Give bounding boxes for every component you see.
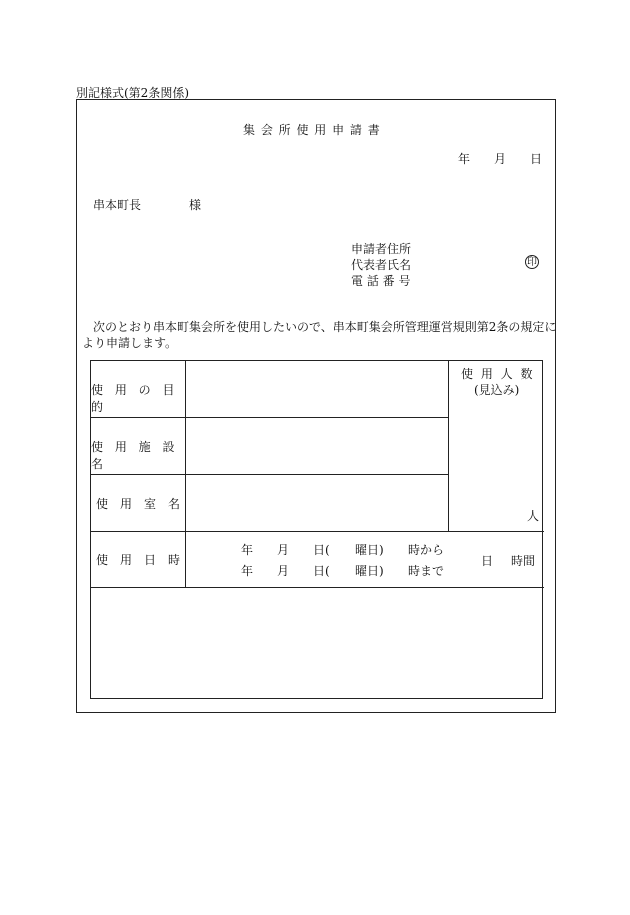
- form-title: 集 会 所 使 用 申 請 書: [243, 123, 381, 137]
- people-field[interactable]: [449, 397, 543, 507]
- to-month: 月: [277, 564, 290, 578]
- addressee-name: 串本町長: [93, 198, 142, 212]
- people-unit: 人: [527, 509, 540, 523]
- to-time: 時まで: [408, 564, 445, 578]
- date-month: 月: [494, 152, 507, 166]
- people-label: 使 用 人 数: [461, 367, 535, 381]
- people-sublabel: (見込み): [474, 383, 520, 397]
- duration-day: 日: [481, 554, 494, 568]
- facility-field[interactable]: [186, 418, 448, 474]
- notes-area[interactable]: [91, 588, 542, 698]
- body-text-line2: より申請します。: [82, 336, 178, 350]
- to-year: 年: [241, 564, 254, 578]
- facility-label: 使 用 施 設 名: [91, 440, 179, 471]
- from-month: 月: [277, 543, 290, 557]
- to-day: 日(: [313, 564, 330, 578]
- seal-icon: 印: [527, 257, 537, 268]
- addressee-honorific: 様: [189, 198, 202, 212]
- duration-hours: 時間: [511, 554, 536, 568]
- applicant-rep-label: 代表者氏名: [351, 258, 412, 272]
- purpose-field[interactable]: [186, 361, 448, 417]
- room-label: 使 用 室 名: [95, 497, 180, 511]
- applicant-phone-label: 電 話 番 号: [351, 274, 411, 288]
- applicant-address-label: 申請者住所: [351, 242, 412, 256]
- date-year: 年: [458, 152, 471, 166]
- room-field[interactable]: [186, 475, 448, 531]
- from-weekday: 曜日): [355, 543, 384, 557]
- from-time: 時から: [408, 543, 445, 557]
- date-day: 日: [530, 152, 543, 166]
- application-table: [90, 360, 543, 699]
- row-divider-3: [91, 531, 544, 532]
- from-year: 年: [241, 543, 254, 557]
- purpose-label: 使 用 の 目 的: [91, 383, 179, 414]
- form-header-note: 別記様式(第2条関係): [76, 86, 189, 100]
- date-time-label: 使 用 日 時: [95, 553, 180, 567]
- to-weekday: 曜日): [355, 564, 384, 578]
- from-day: 日(: [313, 543, 330, 557]
- body-text-line1: 次のとおり串本町集会所を使用したいので、串本町集会所管理運営規則第2条の規定に: [93, 320, 557, 334]
